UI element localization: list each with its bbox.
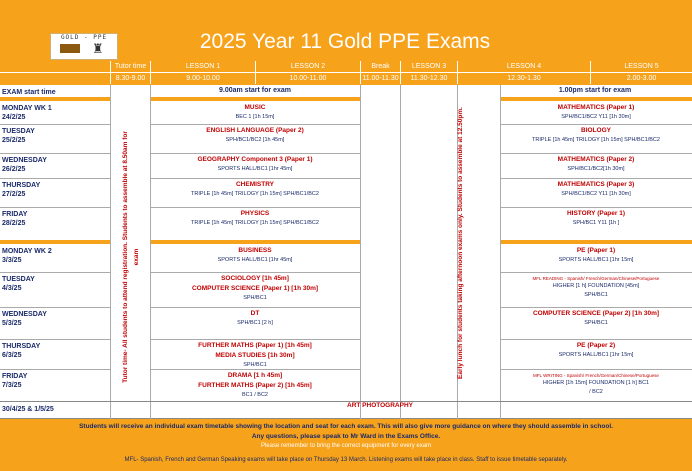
day-date: 26/2/25 [2, 166, 26, 173]
exam-subject: PHYSICS [240, 210, 270, 217]
exam-subject: MUSIC [244, 104, 266, 111]
day-date: 7/3/25 [2, 382, 22, 389]
row-line [0, 369, 110, 370]
day-date: 4/3/25 [2, 285, 22, 292]
header-col-l3: LESSON 3 [400, 61, 457, 72]
exam-detail: SPH/BC1 [2 h] [237, 320, 273, 326]
exam-subject: ENGLISH LANGUAGE (Paper 2) [206, 127, 304, 134]
day-date: 28/2/25 [2, 220, 26, 227]
footer-line-4: MFL- Spanish, French and German Speaking exams will take place on Thursday 13 March. Listening exams will take place in class. Staff to issue timetable separately. [124, 457, 568, 463]
exam-detail: BC1 / BC2 [242, 392, 268, 398]
exam-subject: FURTHER MATHS (Paper 1) [1h 45m] [198, 342, 312, 349]
logo-bar [60, 44, 80, 53]
day-name: WEDNESDAY [2, 157, 47, 164]
day-name: THURSDAY [2, 343, 41, 350]
day-name: THURSDAY [2, 182, 41, 189]
exam-detail: SPH/BC1/BC2 Y11 [1h 30m] [561, 114, 631, 120]
exam-subject: SOCIOLOGY [1h 45m] [221, 275, 289, 282]
exam-subject: MEDIA STUDIES [1h 30m] [215, 352, 295, 359]
day-date: 25/2/25 [2, 137, 26, 144]
day-name: MONDAY WK 1 [2, 105, 52, 112]
row-separator [150, 97, 360, 101]
exam-subject: MATHEMATICS (Paper 2) [557, 156, 635, 163]
exam-start-label: EXAM start time [2, 89, 56, 96]
footer-line-2: Any questions, please speak to Mr Ward in the Exams Office. [251, 433, 441, 440]
column-line [400, 85, 401, 419]
column-line [110, 85, 111, 419]
row-line [0, 178, 110, 179]
column-line [150, 85, 151, 419]
header-t-break: 11.00-11.30 [360, 73, 400, 84]
header-col-break: Break [360, 61, 400, 72]
art-dates: 30/4/25 & 1/5/25 [2, 406, 54, 413]
exam-detail: SPORTS HALL/BC1 [1hr 15m] [558, 257, 634, 263]
header-t-tutor: 8.30-9.00 [110, 73, 150, 84]
exam-detail: SPH/BC1 [243, 362, 267, 368]
logo-text: GOLD - PPE [60, 34, 108, 41]
exam-detail: HIGHER [1h 15m] FOUNDATION [1 h] BC1 [542, 380, 650, 386]
exam-subject: PE (Paper 2) [576, 342, 616, 349]
day-name: MONDAY WK 2 [2, 248, 52, 255]
exam-detail: TRIPLE [1h 45m] TRILOGY [1h 15m] SPH/BC1/BC2 [532, 137, 660, 143]
row-separator [0, 97, 110, 101]
exam-subject: BUSINESS [238, 247, 272, 254]
person-icon: ♜ [92, 41, 104, 56]
exam-detail: SPORTS HALL/BC1 [1hr 45m] [217, 257, 293, 263]
day-name: TUESDAY [2, 276, 35, 283]
day-date: 27/2/25 [2, 191, 26, 198]
exam-detail: HIGHER [1 h] FOUNDATION [45m] [552, 283, 640, 289]
header-col-l5: LESSON 5 [590, 61, 692, 72]
page-title: 2025 Year 11 Gold PPE Exams [199, 30, 491, 53]
row-line [500, 178, 692, 179]
exam-detail: BEC 1 [1h 15m] [235, 114, 275, 120]
row-line [150, 124, 360, 125]
row-line [0, 124, 110, 125]
exam-detail: / BC2 [589, 389, 603, 395]
exam-detail: SPH/BC1/BC2[1h 30m] [567, 166, 625, 172]
exam-subject: FURTHER MATHS (Paper 2) [1h 45m] [198, 382, 312, 389]
week-separator [150, 240, 360, 244]
row-line [150, 369, 360, 370]
exam-detail: SPH/BC1/BC2 [1h 45m] [225, 137, 285, 143]
exam-detail: SPH/BC1 [584, 320, 608, 326]
row-line [150, 207, 360, 208]
exam-subject: DT [250, 310, 260, 317]
row-separator [500, 97, 692, 101]
column-line [500, 85, 501, 419]
header-t-l5: 2.00-3.00 [590, 73, 692, 84]
day-date: 3/3/25 [2, 257, 22, 264]
pm-start-time: 1.00pm start for exam [558, 87, 632, 94]
header-t-l3: 11.30-12.30 [400, 73, 457, 84]
row-line [500, 153, 692, 154]
am-start-time: 9.00am start for exam [219, 87, 291, 94]
exam-detail: SPH/BC1 [584, 292, 608, 298]
exam-subject: COMPUTER SCIENCE (Paper 2) [1h 30m] [532, 310, 660, 317]
early-lunch-note: Early lunch for students taking afternoon exams only. Students to assemble at 12.50pm. [457, 107, 464, 379]
day-date: 5/3/25 [2, 320, 22, 327]
day-date: 24/2/25 [2, 114, 26, 121]
row-line [500, 339, 692, 340]
exam-subject: BIOLOGY [581, 127, 611, 134]
exam-subject: PE (Paper 1) [576, 247, 616, 254]
row-line [0, 153, 110, 154]
row-line [500, 307, 692, 308]
header-t-l2: 10.00-11.00 [255, 73, 360, 84]
header-col-l2: LESSON 2 [255, 61, 360, 72]
exam-subject: MFL READING - Spanish/ French/German/Chinese/Portuguese [532, 276, 660, 281]
week-separator [0, 240, 110, 244]
exam-subject: HISTORY (Paper 1) [566, 210, 626, 217]
footer-line-1: Students will receive an individual exam timetable showing the location and seat for each exam. This will also give more guidance on where they should assemble in school. [79, 423, 613, 430]
header-col-l1: LESSON 1 [150, 61, 255, 72]
column-line [360, 85, 361, 419]
exam-subject: GEOGRAPHY Component 3 (Paper 1) [197, 156, 313, 163]
day-date: 6/3/25 [2, 352, 22, 359]
day-name: FRIDAY [2, 373, 28, 380]
day-name: TUESDAY [2, 128, 35, 135]
row-line [150, 178, 360, 179]
exam-subject: MATHEMATICS (Paper 3) [557, 181, 635, 188]
tutor-time-note: Tutor time- All students to attend registration. Students to assemble at 8.50am for exam [122, 131, 140, 383]
row-line [150, 339, 360, 340]
row-line [0, 272, 110, 273]
row-line [0, 307, 110, 308]
exam-subject: COMPUTER SCIENCE (Paper 1) [1h 30m] [191, 285, 319, 292]
row-line [500, 272, 692, 273]
exam-subject: MATHEMATICS (Paper 1) [557, 104, 635, 111]
exam-detail: TRIPLE [1h 45m] TRILOGY [1h 15m] SPH/BC1/BC2 [191, 191, 319, 197]
day-name: FRIDAY [2, 211, 28, 218]
exam-detail: SPH/BC1 [243, 295, 267, 301]
header-col-tutor: Tutor time [110, 61, 150, 72]
exam-detail: SPORTS HALL/BC1 [1hr 15m] [558, 352, 634, 358]
exam-detail: SPORTS HALL/BC1 [1hr 45m] [217, 166, 293, 172]
week-separator [500, 240, 692, 244]
row-line [0, 339, 110, 340]
exam-detail: TRIPLE [1h 45m] TRILOGY [1h 15m] SPH/BC1/BC2 [191, 220, 319, 226]
row-line [500, 207, 692, 208]
footer-line-3: Please remember to bring the correct equipment for every exam [260, 443, 432, 449]
row-line [0, 207, 110, 208]
exam-subject: DRAMA [1 h 45m] [227, 372, 283, 379]
row-line [150, 307, 360, 308]
day-name: WEDNESDAY [2, 311, 47, 318]
header-col-l4: LESSON 4 [457, 61, 590, 72]
row-line [150, 153, 360, 154]
exam-subject: MFL WRITING - Spanish/ French/German/Chinese/Portuguese [533, 373, 659, 378]
row-line [500, 124, 692, 125]
row-line [500, 369, 692, 370]
exam-detail: SPH/BC1 Y11 [1h ] [572, 220, 620, 226]
row-line [150, 272, 360, 273]
art-photography: ART PHOTOGRAPHY [347, 402, 413, 409]
header-t-l1: 9.00-10.00 [150, 73, 255, 84]
exam-detail: SPH/BC1/BC2 Y11 [1h 30m] [561, 191, 631, 197]
exam-subject: CHEMISTRY [235, 181, 275, 188]
header-t-l4: 12.30-1.30 [457, 73, 590, 84]
